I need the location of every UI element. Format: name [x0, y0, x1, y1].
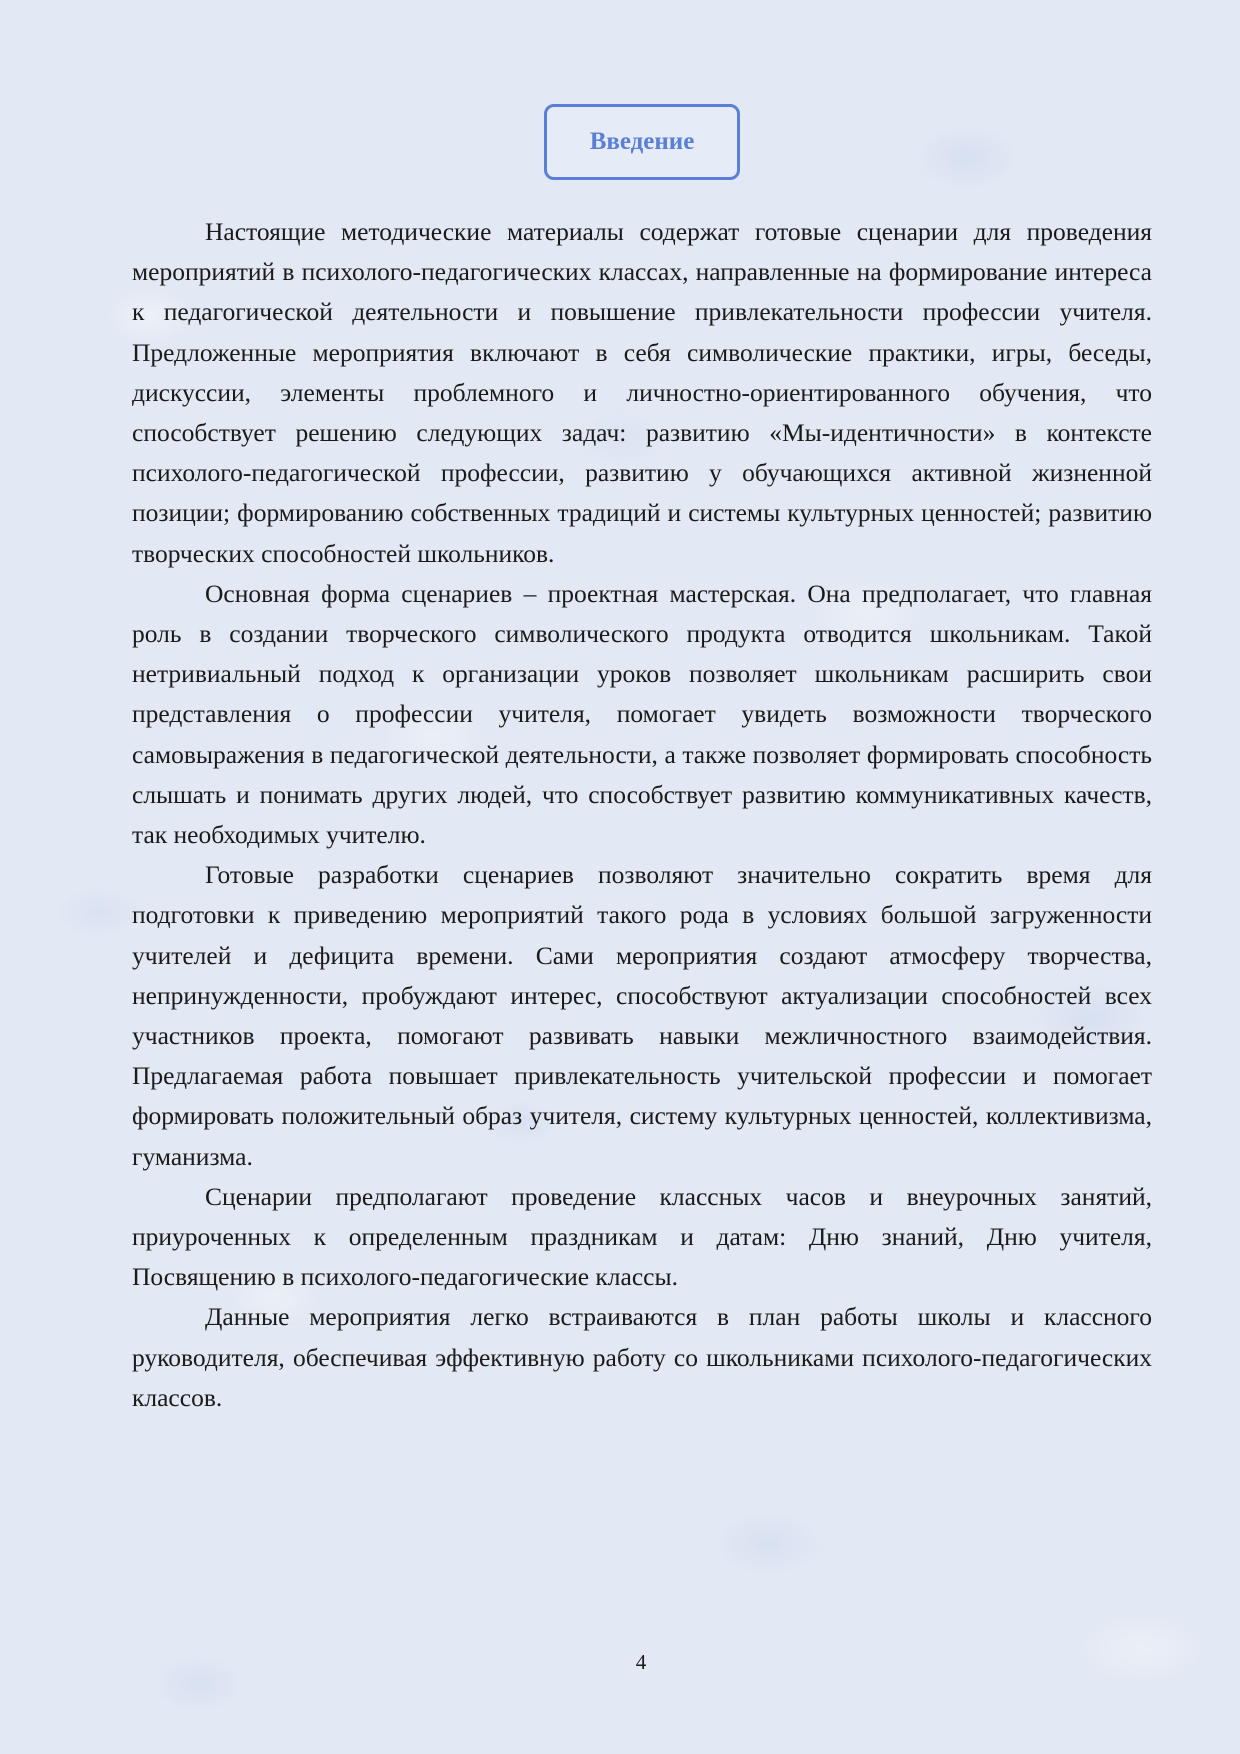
paragraph-2: Основная форма сценариев – проектная мастерская. Она предполагает, что главная роль в создании творческого символического продукта отводится школьникам. Такой нетривиальный подход к организации уроков позволяет школьникам расширить свои представления о профессии учителя, помогает увидеть возможности творческого самовыражения в педагогической деятельности, а также позволяет формировать способность слышать и понимать других людей, что способствует развитию коммуникативных качеств, так необходимых учителю.	[132, 578, 1152, 850]
body-text	[132, 212, 1152, 1418]
section-title: Введение	[589, 128, 695, 155]
paragraph-4: Сценарии предполагают проведение классных часов и внеурочных занятий, приуроченных к определенным праздникам и датам: Дню знаний, Дню учителя, Посвящению в психолого-педагогические классы.	[132, 1181, 1152, 1292]
page-number: 4	[635, 1650, 647, 1674]
section-title-box	[544, 104, 740, 180]
paragraph-5: Данные мероприятия легко встраиваются в план работы школы и классного руководителя, обеспечивая эффективную работу со школьниками психолого-педагогических классов.	[132, 1302, 1152, 1412]
paragraph-1: Настоящие методические материалы содержат готовые сценарии для проведения мероприятий в психолого-педагогических классах, направленные на формирование интереса к педагогической деятельности и повышение привлекательности профессии учителя. Предложенные мероприятия включают в себя символические практики, игры, беседы, дискуссии, элементы проблемного и личностно-ориентированного обучения, что способствует решению следующих задач: развитию «Мы-идентичности» в контексте психолого-педагогической профессии, развитию у обучающихся активной жизненной позиции; формированию собственных традиций и системы культурных ценностей; развитию творческих способностей школьников.	[132, 217, 1152, 568]
paragraph-3: Готовые разработки сценариев позволяют значительно сократить время для подготовки к приведению мероприятий такого рода в условиях большой загруженности учителей и дефицита времени. Сами мероприятия создают атмосферу творчества, непринужденности, пробуждают интерес, способствуют актуализации способностей всех участников проекта, помогают развивать навыки межличностного взаимодействия. Предлагаемая работа повышает привлекательность учительской профессии и помогает формировать положительный образ учителя, систему культурных ценностей, коллективизма, гуманизма.	[132, 860, 1152, 1171]
